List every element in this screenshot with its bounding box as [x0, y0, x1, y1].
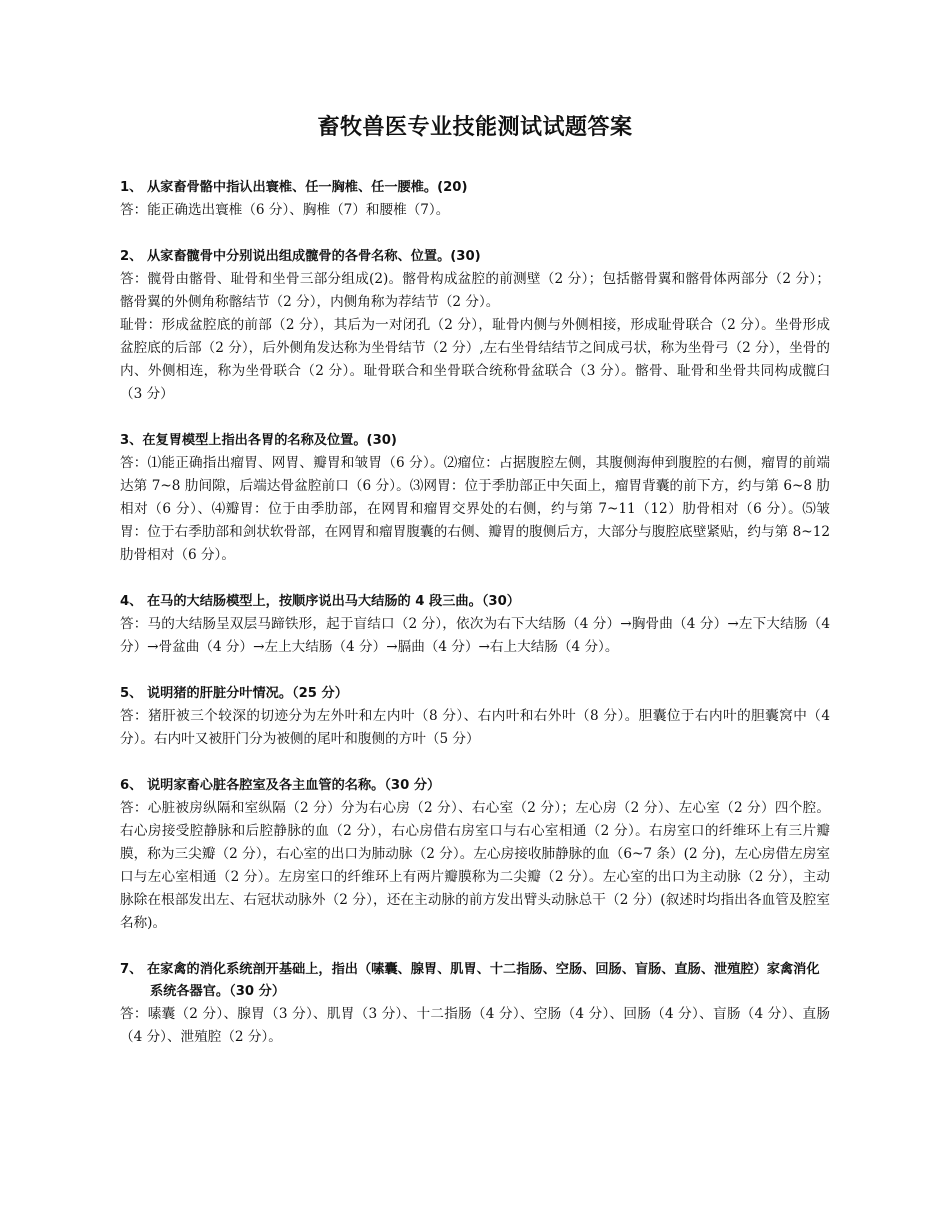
- answer-body: [120, 1003, 830, 1049]
- answer-paragraph: 答：⑴能正确指出瘤胃、网胃、瓣胃和皱胃（6 分）。⑵瘤位：占据腹腔左侧，其腹侧海伸到腹腔的右侧，瘤胃的前端达第 7~8 肋间隙，后端达骨盆腔前口（6 分）。⑶网胃：位于季肋部正中矢面上，瘤胃背囊的前下方，约与第 6~8 肋相对（6 分）、⑷瓣胃：位于由季肋部，在网胃和瘤胃交界处的右侧，约与第 7~11（12）肋骨相对（6 分）。⑸皱胃：位于右季肋部和剑状软骨部，在网胃和瘤胃腹囊的右侧、瓣胃的腹侧后方，大部分与腹腔底壁紧贴，约与第 8~12 肋骨相对（6 分）。: [120, 455, 830, 563]
- answer-paragraph: 答：能正确选出寰椎（6 分）、胸椎（7）和腰椎（7）。: [120, 202, 450, 218]
- question-title: 3、在复胃模型上指出各胃的名称及位置。(30): [120, 433, 397, 448]
- answer-body: [120, 268, 830, 406]
- question-1: [120, 177, 830, 222]
- question-title: 1、 从家畜骨骼中指认出寰椎、任一胸椎、任一腰椎。(20): [120, 180, 468, 195]
- question-6: [120, 775, 830, 935]
- answer-body: [120, 613, 830, 659]
- question-2: [120, 246, 830, 406]
- answer-paragraph: 答：髋骨由髂骨、耻骨和坐骨三部分组成(2)。髂骨构成盆腔的前测壁（2 分）；包括髂骨翼和髂骨体两部分（2 分）；髂骨翼的外侧角称髂结节（2 分），内侧角称为荐结节（2 分）。: [120, 271, 830, 310]
- answer-body: [120, 797, 830, 935]
- answer-paragraph: 答：马的大结肠呈双层马蹄铁形，起于盲结口（2 分），依次为右下大结肠（4 分）→胸骨曲（4 分）→左下大结肠（4 分）→骨盆曲（4 分）→左上大结肠（4 分）→膈曲（4 分）→右上大结肠（4 分）。: [120, 616, 830, 655]
- question-title: 5、 说明猪的肝脏分叶情况。（25 分）: [120, 686, 348, 701]
- answer-body: [120, 452, 830, 567]
- answer-paragraph: 答：心脏被房纵隔和室纵隔（2 分）分为右心房（2 分）、右心室（2 分）；左心房（2 分）、左心室（2 分）四个腔。右心房接受腔静脉和后腔静脉的血（2 分），右心房借右房室口与右心室相通（2 分）。右房室口的纤维环上有三片瓣膜，称为三尖瓣（2 分），右心室的出口为肺动脉（2 分）。左心房接收肺静脉的血（6~7 条）(2 分)，左心房借左房室口与左心室相通（2 分）。左房室口的纤维环上有两片瓣膜称为二尖瓣（2 分）。左心室的出口为主动脉（2 分），主动脉除在根部发出左、右冠状动脉外（2 分），还在主动脉的前方发出臂头动脉总干（2 分）(叙述时均指出各血管及腔室名称)。: [120, 800, 830, 931]
- answer-paragraph: 耻骨：形成盆腔底的前部（2 分），其后为一对闭孔（2 分），耻骨内侧与外侧相接，形成耻骨联合（2 分）。坐骨形成盆腔底的后部（2 分），后外侧角发达称为坐骨结节（2 分）,左右坐骨结结节之间成弓状，称为坐骨弓（2 分），坐骨的内、外侧相连，称为坐骨联合（2 分）。耻骨联合和坐骨联合统称骨盆联合（3 分）。髂骨、耻骨和坐骨共同构成髋臼（3 分）: [120, 317, 830, 402]
- answer-body: [120, 705, 830, 751]
- question-title: 2、 从家畜髋骨中分别说出组成髋骨的各骨名称、位置。(30): [120, 249, 481, 264]
- question-title: 7、 在家禽的消化系统剖开基础上，指出（嗉囊、腺胃、肌胃、十二指肠、空肠、回肠、盲肠、直肠、泄殖腔）家禽消化系统各器官。（30 分）: [120, 962, 820, 999]
- answer-paragraph: 答：嗉囊（2 分）、腺胃（3 分）、肌胃（3 分）、十二指肠（4 分）、空肠（4 分）、回肠（4 分）、盲肠（4 分）、直肠（4 分）、泄殖腔（2 分）。: [120, 1006, 830, 1045]
- question-5: [120, 683, 830, 751]
- question-title: 6、 说明家畜心脏各腔室及各主血管的名称。（30 分）: [120, 778, 441, 793]
- question-4: [120, 591, 830, 659]
- document-page: [120, 110, 830, 1073]
- answer-paragraph: 答：猪肝被三个较深的切迹分为左外叶和左内叶（8 分）、右内叶和右外叶（8 分）。胆囊位于右内叶的胆囊窝中（4 分）。右内叶又被肝门分为被侧的尾叶和腹侧的方叶（5 分）: [120, 708, 830, 747]
- answer-body: [120, 199, 830, 222]
- document-title: 畜牧兽医专业技能测试试题答案: [317, 115, 633, 140]
- question-3: [120, 430, 830, 567]
- question-title: 4、 在马的大结肠模型上，按顺序说出马大结肠的 4 段三曲。（30）: [120, 594, 520, 609]
- question-7: [120, 959, 830, 1049]
